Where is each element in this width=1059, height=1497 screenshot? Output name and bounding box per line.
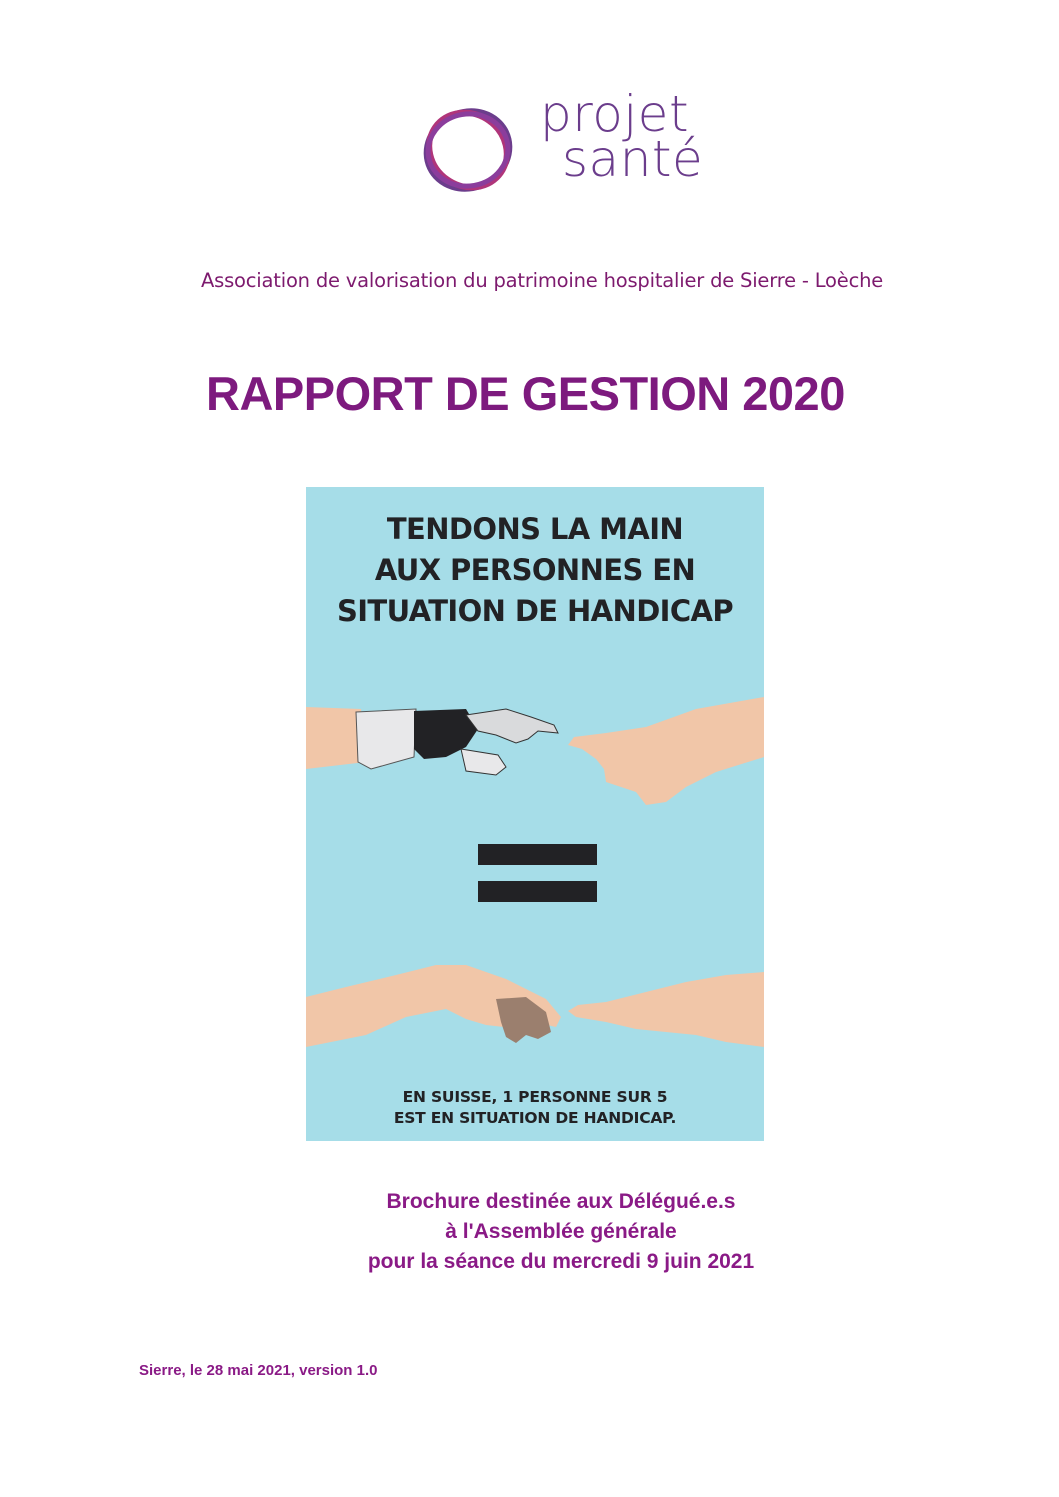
poster-headline — [306, 509, 764, 632]
upper-right-hand — [568, 697, 764, 805]
logo-line-1: projet — [540, 85, 690, 143]
equals-sign-top-bar — [478, 844, 597, 865]
brochure-description — [0, 1187, 1059, 1277]
poster-headline-line: TENDONS LA MAIN — [386, 512, 684, 546]
brochure-line: à l'Assemblée générale — [445, 1220, 677, 1243]
poster-headline-line: AUX PERSONNES EN — [374, 553, 696, 587]
footer-date-version: Sierre, le 28 mai 2021, version 1.0 — [139, 1362, 378, 1379]
prosthetic-sleeve — [356, 709, 416, 769]
logo-line-2: santé — [562, 130, 704, 188]
lower-right-hand — [568, 972, 764, 1047]
poster-footer — [306, 1087, 764, 1129]
brochure-line: Brochure destinée aux Délégué.e.s — [386, 1190, 736, 1213]
logo-text — [540, 85, 704, 188]
logo — [418, 85, 738, 208]
brochure-line: pour la séance du mercredi 9 juin 2021 — [367, 1250, 755, 1273]
poster-image — [306, 487, 764, 1141]
prosthetic-thumb — [461, 749, 506, 775]
page-title: RAPPORT DE GESTION 2020 — [206, 367, 845, 420]
prosthetic-fingers — [466, 709, 558, 743]
logo-rings-icon — [418, 100, 518, 200]
poster-footer-line: EN SUISSE, 1 PERSONNE SUR 5 — [402, 1088, 668, 1106]
association-name: Association de valorisation du patrimoine hospitalier de Sierre - Loèche — [201, 269, 884, 292]
equals-sign-bottom-bar — [478, 881, 597, 902]
poster-footer-line: EST EN SITUATION DE HANDICAP. — [393, 1109, 677, 1127]
poster-headline-line: SITUATION DE HANDICAP — [336, 594, 734, 628]
